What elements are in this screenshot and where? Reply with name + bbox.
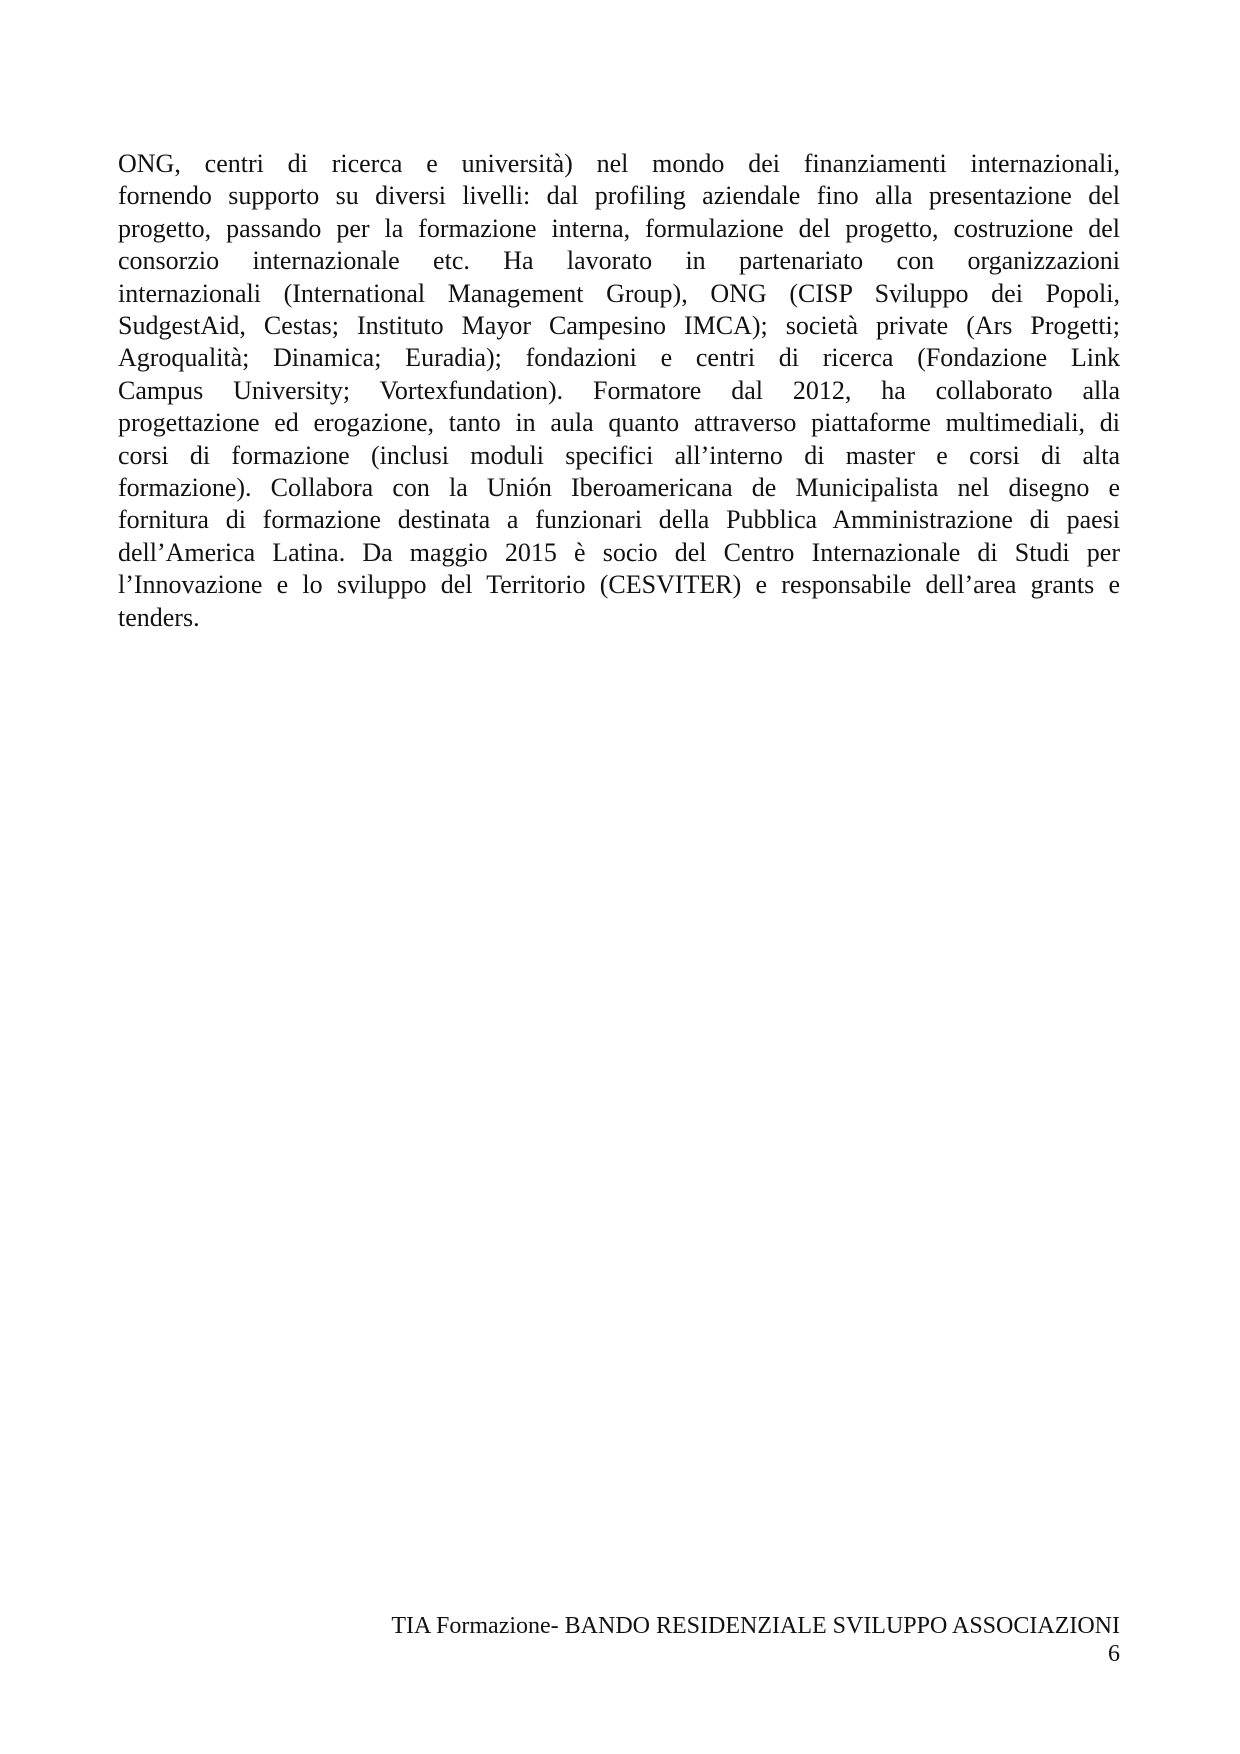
body-line: Agroqualità; Dinamica; Euradia); fondazioni e centri di ricerca (Fondazione Link xyxy=(118,343,1120,373)
body-line: l’Innovazione e lo sviluppo del Territorio (CESVITER) e responsabile dell’area grants e xyxy=(118,570,1120,600)
body-line: SudgestAid, Cestas; Instituto Mayor Campesino IMCA); società private (Ars Progetti; xyxy=(118,311,1120,341)
body-line: formazione). Collabora con la Unión Iberoamericana de Municipalista nel disegno e xyxy=(118,473,1120,503)
body-line: dell’America Latina. Da maggio 2015 è socio del Centro Internazionale di Studi per xyxy=(118,537,1120,567)
footer-title: TIA Formazione- BANDO RESIDENZIALE SVILUPPO ASSOCIAZIONI xyxy=(391,1613,1120,1639)
body-line: corsi di formazione (inclusi moduli specifici all’interno di master e corsi di alta xyxy=(118,440,1120,470)
body-line: internazionali (International Management Group), ONG (CISP Sviluppo dei Popoli, xyxy=(118,278,1120,308)
body-line: fornitura di formazione destinata a funzionari della Pubblica Amministrazione di paesi xyxy=(118,505,1120,535)
body-line: fornendo supporto su diversi livelli: dal profiling aziendale fino alla presentazione del xyxy=(118,181,1120,211)
page-number: 6 xyxy=(1108,1641,1120,1667)
body-line: progettazione ed erogazione, tanto in aula quanto attraverso piattaforme multimediali, di xyxy=(118,408,1120,438)
body-line: consorzio internazionale etc. Ha lavorato in partenariato con organizzazioni xyxy=(118,246,1120,276)
body-line-last: tenders. xyxy=(118,602,200,632)
page-footer xyxy=(220,1612,1120,1668)
body-line: ONG, centri di ricerca e università) nel mondo dei finanziamenti internazionali, xyxy=(118,149,1120,178)
body-paragraph xyxy=(118,148,1120,634)
body-line: progetto, passando per la formazione interna, formulazione del progetto, costruzione del xyxy=(118,213,1120,243)
body-line: Campus University; Vortexfundation). Formatore dal 2012, ha collaborato alla xyxy=(118,375,1120,405)
